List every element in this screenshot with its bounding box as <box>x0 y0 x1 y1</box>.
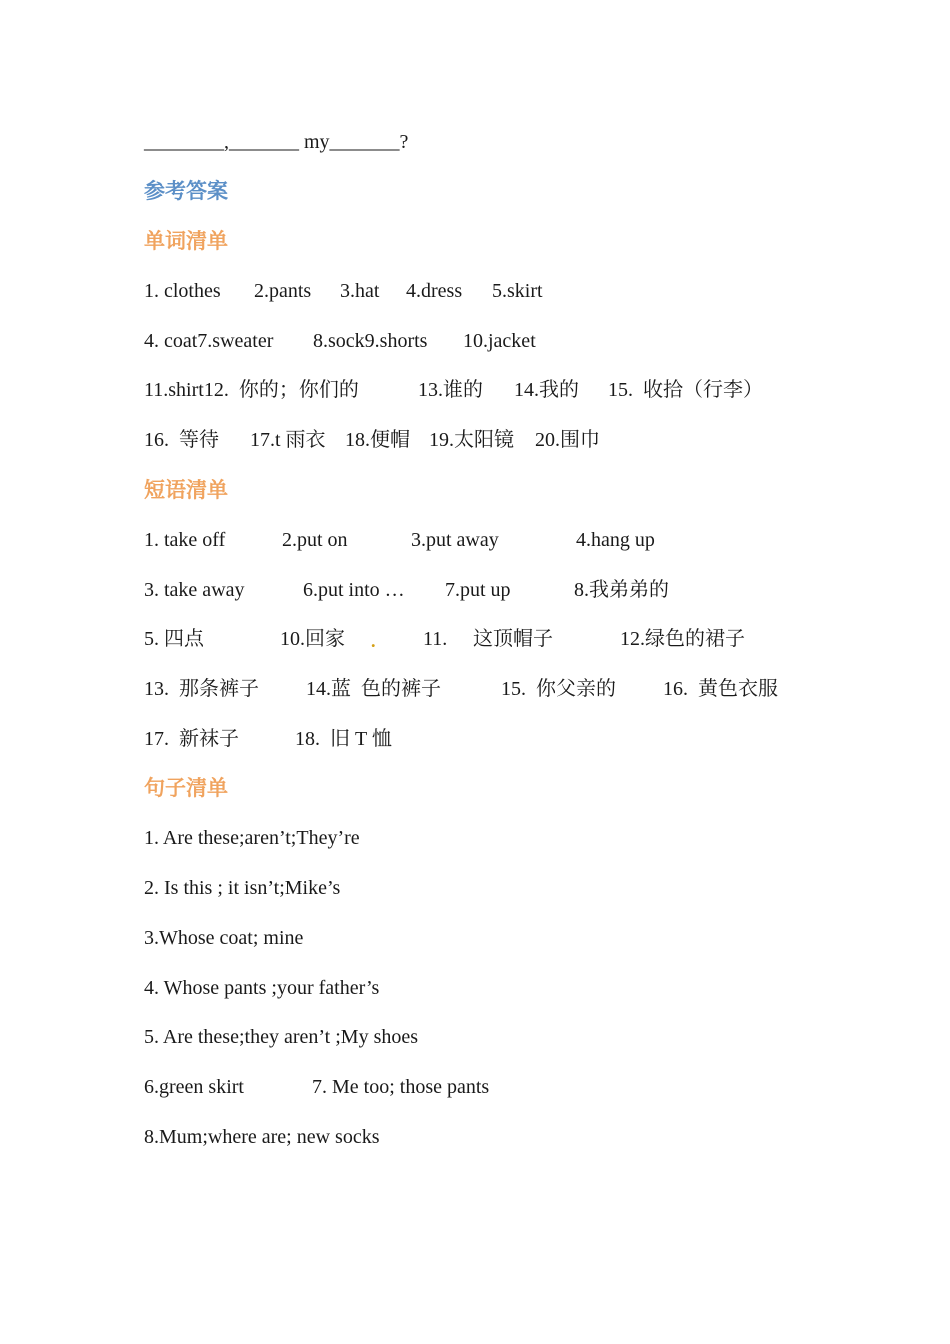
list-item: 这顶帽子 <box>473 628 553 650</box>
list-item: 4. coat7.sweater <box>144 330 274 352</box>
list-item: 14.我的 <box>514 379 579 401</box>
list-item: 17.t 雨衣 <box>250 429 326 451</box>
list-item: 20.围巾 <box>535 429 600 451</box>
list-item: 2.pants <box>254 280 312 302</box>
sentence-line: 8.Mum;where are; new socks <box>144 1126 380 1148</box>
sentence-line: 1. Are these;aren’t;They’re <box>144 827 360 849</box>
list-item: 6.green skirt <box>144 1076 244 1098</box>
words-heading: 单词清单 <box>144 229 228 253</box>
sentence-line: 3.Whose coat; mine <box>144 927 304 949</box>
list-item: 6.put into … <box>303 579 405 601</box>
list-item: 13.谁的 <box>418 379 483 401</box>
list-item: 4.hang up <box>576 529 655 551</box>
list-item: 10.jacket <box>463 330 536 352</box>
list-item: 15. 收拾（行李） <box>608 379 763 401</box>
sentence-line: 4. Whose pants ;your father’s <box>144 977 380 999</box>
list-item: 1. take off <box>144 529 226 551</box>
list-item: 11.shirt12. 你的；你们的 <box>144 379 359 401</box>
answer-title: 参考答案 <box>144 179 228 203</box>
list-item: 8.sock9.shorts <box>313 330 428 352</box>
fill-in-line: ________,_______ my_______? <box>144 131 409 153</box>
list-item: 18.便帽 <box>345 429 410 451</box>
list-item: 12.绿色的裙子 <box>620 628 745 650</box>
list-item: 3.hat <box>340 280 380 302</box>
list-item: 14.蓝 色的裤子 <box>306 678 441 700</box>
list-item: 10.回家 <box>280 628 345 650</box>
list-item: 4.dress <box>406 280 463 302</box>
list-item: 7.put up <box>445 579 511 601</box>
sentence-line: 2. Is this ; it isn’t;Mike’s <box>144 877 341 899</box>
list-item: 2.put on <box>282 529 348 551</box>
list-item: 5. 四点 <box>144 628 204 650</box>
list-item: 19.太阳镜 <box>429 429 514 451</box>
list-item: 18. 旧 T 恤 <box>295 728 392 750</box>
sentence-line: 5. Are these;they aren’t ;My shoes <box>144 1026 419 1048</box>
list-item: 8.我弟弟的 <box>574 579 669 601</box>
list-item: 1. clothes <box>144 280 221 302</box>
list-item: 3. take away <box>144 579 245 601</box>
list-item: 5.skirt <box>492 280 543 302</box>
list-item: 16. 黄色衣服 <box>663 678 778 700</box>
list-item: 15. 你父亲的 <box>501 678 616 700</box>
list-item: 11. <box>423 628 448 650</box>
phrases-heading: 短语清单 <box>144 478 228 502</box>
list-item: 17. 新袜子 <box>144 728 239 750</box>
sentences-heading: 句子清单 <box>144 776 228 800</box>
list-item: 7. Me too; those pants <box>312 1076 490 1098</box>
list-item: 13. 那条裤子 <box>144 678 259 700</box>
list-item: 3.put away <box>411 529 499 551</box>
mark-dot: . <box>371 631 376 651</box>
list-item: 16. 等待 <box>144 429 219 451</box>
